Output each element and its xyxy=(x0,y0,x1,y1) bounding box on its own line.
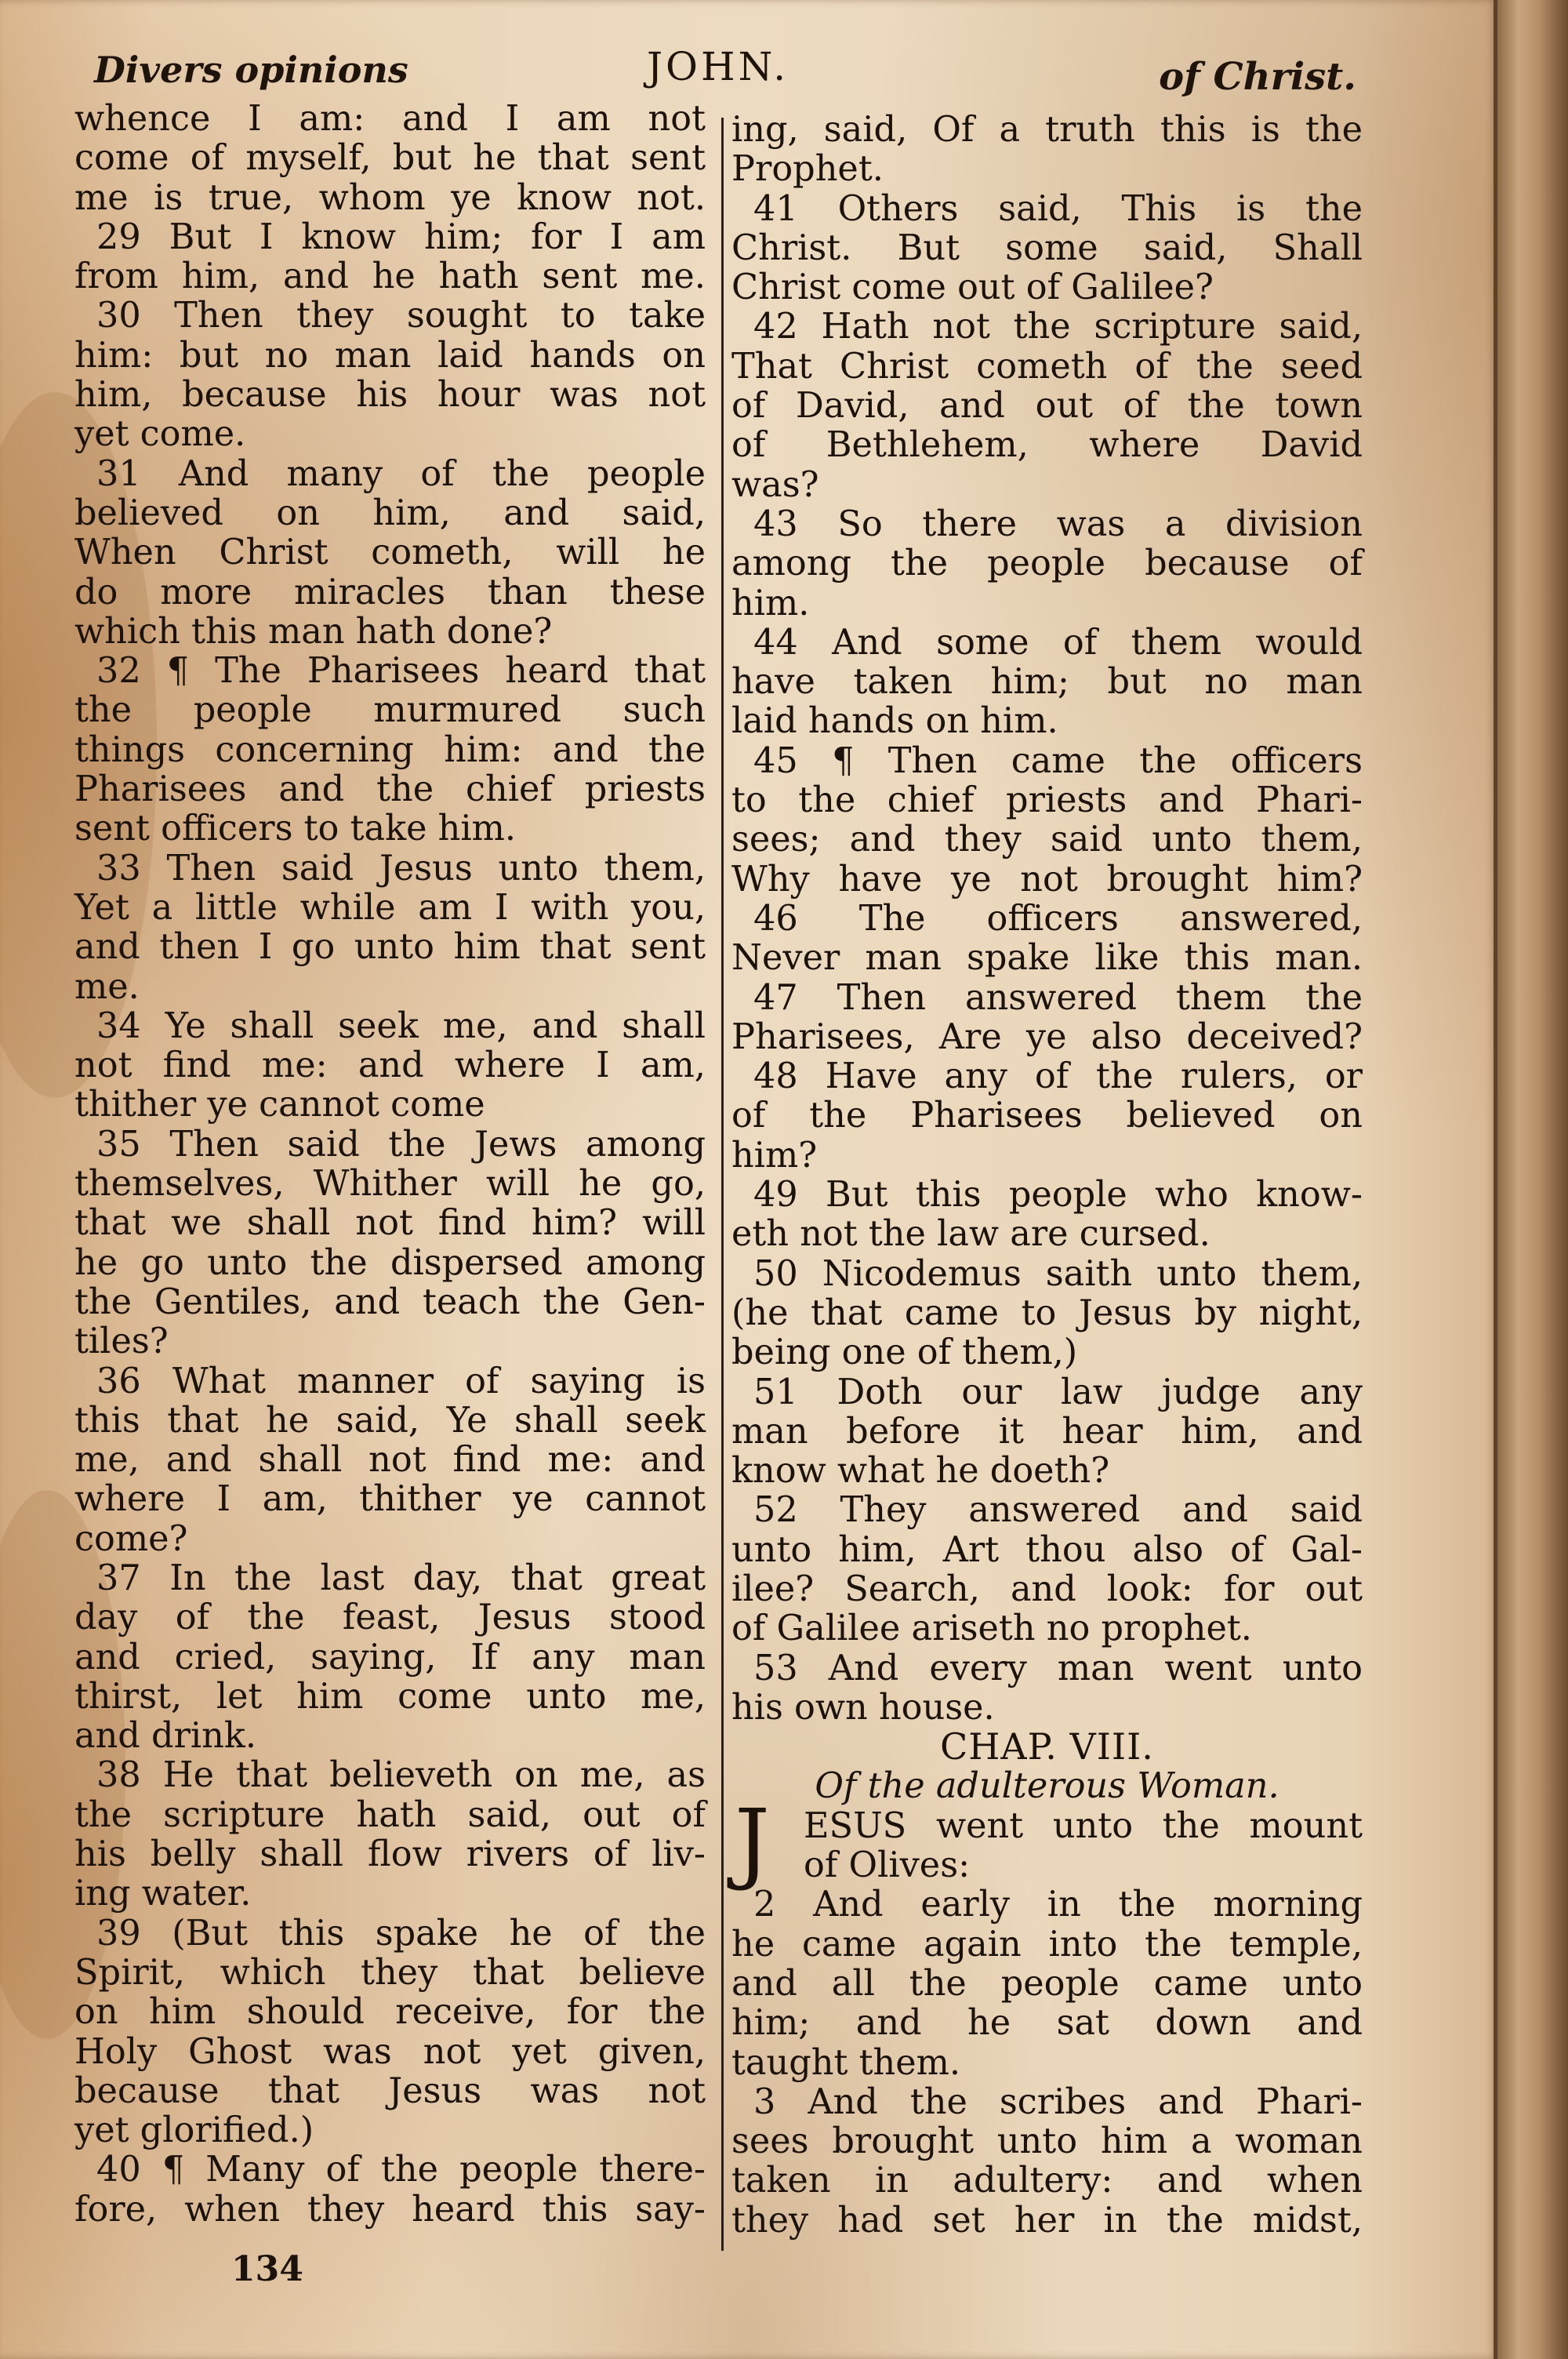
text-line: whence I am: and I am not xyxy=(74,98,706,139)
text-line: and drink. xyxy=(74,1715,257,1757)
text-line: of Galilee ariseth no prophet. xyxy=(731,1608,1252,1649)
text-line: which this man hath done? xyxy=(74,610,553,652)
text-line: of Bethlehem, where David xyxy=(731,424,1363,466)
text-line: the scripture hath said, out of xyxy=(74,1794,706,1835)
text-line: believed on him, and said, xyxy=(74,492,706,533)
text-line: man before it hear him, and xyxy=(731,1410,1363,1452)
text-line: laid hands on him. xyxy=(731,700,1058,742)
text-line: 47 Then answered them the xyxy=(753,976,1363,1018)
text-line: 43 So there was a division xyxy=(753,503,1363,544)
text-line: they had set her in the midst, xyxy=(731,2199,1363,2241)
text-line: Holy Ghost was not yet given, xyxy=(74,2030,706,2072)
text-line: ing, said, Of a truth this is the xyxy=(731,109,1363,150)
text-line: ing water. xyxy=(74,1873,252,1914)
text-line: know what he doeth? xyxy=(731,1450,1110,1492)
text-line: sees brought unto him a woman xyxy=(731,2121,1363,2162)
text-line: was? xyxy=(731,463,819,505)
text-line: 41 Others said, This is the xyxy=(753,187,1363,229)
text-line: taken in adultery: and when xyxy=(731,2160,1363,2201)
text-line: (he that came to Jesus by night, xyxy=(731,1292,1363,1333)
text-line: among the people because of xyxy=(731,543,1363,584)
header-book-name: JOHN. xyxy=(647,44,789,89)
text-line: on him should receive, for the xyxy=(74,1991,706,2033)
text-line: come? xyxy=(74,1518,188,1559)
text-line: this that he said, Ye shall seek xyxy=(74,1399,706,1441)
text-line: him. xyxy=(731,582,810,623)
text-line: 52 They answered and said xyxy=(753,1489,1363,1531)
text-line: me is true, whom ye know not. xyxy=(74,176,706,218)
header-left-title: Divers opinions xyxy=(94,49,408,91)
text-line: me, and shall not find me: and xyxy=(74,1439,706,1481)
text-line: and then I go unto him that sent xyxy=(74,926,706,968)
text-line: of Olives: xyxy=(804,1845,971,1886)
text-line: 34 Ye shall seek me, and shall xyxy=(96,1005,706,1046)
text-line: 44 And some of them would xyxy=(753,621,1363,663)
text-line: Yet a little while am I with you, xyxy=(74,886,706,928)
text-line: of the Pharisees believed on xyxy=(731,1095,1363,1136)
text-line: Never man spake like this man. xyxy=(731,937,1363,979)
text-line: come of myself, but he that sent xyxy=(74,137,706,179)
text-line: ESUS went unto the mount xyxy=(804,1805,1363,1846)
text-line: 51 Doth our law judge any xyxy=(753,1371,1363,1412)
text-line: of David, and out of the town xyxy=(731,385,1363,427)
text-line: being one of them,) xyxy=(731,1332,1078,1373)
text-line: fore, when they heard this say- xyxy=(74,2188,706,2230)
page-number: 134 xyxy=(231,2249,303,2289)
text-line: me. xyxy=(74,965,140,1007)
text-line: thirst, let him come unto me, xyxy=(74,1675,706,1717)
text-line: 33 Then said Jesus unto them, xyxy=(96,847,706,889)
text-line: because that Jesus was not xyxy=(74,2070,706,2111)
text-line: where I am, thither ye cannot xyxy=(74,1478,706,1520)
text-line: CHAP. VIII. xyxy=(940,1725,1154,1768)
text-line: the people murmured such xyxy=(74,689,706,731)
drop-cap-letter: J xyxy=(735,1790,770,1893)
text-line: ilee? Search, and look: for out xyxy=(731,1568,1363,1609)
text-line: 2 And early in the morning xyxy=(753,1884,1363,1925)
text-line: eth not the law are cursed. xyxy=(731,1213,1210,1255)
text-line: 31 And many of the people xyxy=(96,453,706,494)
text-line: sent officers to take him. xyxy=(74,808,517,849)
text-line: taught them. xyxy=(731,2041,961,2083)
text-line: day of the feast, Jesus stood xyxy=(74,1597,706,1638)
text-line: thither ye cannot come xyxy=(74,1084,485,1125)
text-line: 48 Have any of the rulers, or xyxy=(753,1056,1363,1097)
text-line: unto him, Art thou also of Gal- xyxy=(731,1528,1363,1570)
text-line: not find me: and where I am, xyxy=(74,1045,706,1086)
text-line: do more miracles than these xyxy=(74,571,706,612)
text-line: yet come. xyxy=(74,413,246,455)
text-line: and cried, saying, If any man xyxy=(74,1636,706,1677)
text-line: his belly shall flow rivers of liv- xyxy=(74,1834,706,1875)
text-line: tiles? xyxy=(74,1321,169,1362)
text-line: 46 The officers answered, xyxy=(753,897,1363,939)
text-line: Of the adulterous Woman. xyxy=(815,1765,1279,1807)
text-line: him; and he sat down and xyxy=(731,2002,1363,2044)
text-line: Christ come out of Galilee? xyxy=(731,267,1214,308)
text-line: yet glorified.) xyxy=(74,2110,314,2151)
text-line: him: but no man laid hands on xyxy=(74,334,706,376)
text-line: things concerning him: and the xyxy=(74,729,706,770)
text-line: 45 ¶ Then came the officers xyxy=(753,740,1363,781)
text-line: themselves, Whither will he go, xyxy=(74,1163,706,1205)
text-line: from him, and he hath sent me. xyxy=(74,256,706,297)
text-line: 40 ¶ Many of the people there- xyxy=(96,2149,706,2190)
text-line: him? xyxy=(731,1134,818,1176)
text-line: Prophet. xyxy=(731,148,884,190)
column-divider xyxy=(721,118,724,2251)
text-line: 29 But I know him; for I am xyxy=(96,216,706,257)
running-header xyxy=(94,41,1356,99)
text-line: That Christ cometh of the seed xyxy=(731,345,1363,387)
text-line: 38 He that believeth on me, as xyxy=(96,1754,706,1796)
left-text-column xyxy=(74,99,706,2229)
text-line: 32 ¶ The Pharisees heard that xyxy=(96,650,706,692)
text-line: 3 And the scribes and Phari- xyxy=(753,2081,1363,2122)
text-line: 42 Hath not the scripture said, xyxy=(753,306,1363,347)
text-line: him, because his hour was not xyxy=(74,374,706,416)
text-line: 35 Then said the Jews among xyxy=(96,1123,706,1165)
text-line: and all the people came unto xyxy=(731,1962,1363,2004)
text-line: 53 And every man went unto xyxy=(753,1647,1363,1688)
text-line: he came again into the temple, xyxy=(731,1923,1363,1965)
text-line: Pharisees, Are ye also deceived? xyxy=(731,1016,1363,1057)
text-line: 36 What manner of saying is xyxy=(96,1360,706,1401)
text-line: he go unto the dispersed among xyxy=(74,1241,706,1283)
text-line: 50 Nicodemus saith unto them, xyxy=(753,1252,1363,1294)
text-line: his own house. xyxy=(731,1686,995,1728)
text-line: Pharisees and the chief priests xyxy=(74,769,706,810)
text-line: Spirit, which they that believe xyxy=(74,1951,706,1993)
text-line: to the chief priests and Phari- xyxy=(731,780,1363,821)
text-line: the Gentiles, and teach the Gen- xyxy=(74,1281,706,1322)
text-line: When Christ cometh, will he xyxy=(74,532,706,573)
text-line: have taken him; but no man xyxy=(731,661,1363,703)
text-line: that we shall not find him? will xyxy=(74,1202,706,1244)
book-edge xyxy=(1497,0,1568,2359)
text-line: 49 But this people who know- xyxy=(753,1174,1363,1216)
right-text-column xyxy=(731,110,1363,2240)
text-line: 39 (But this spake he of the xyxy=(96,1912,706,1954)
text-line: 30 Then they sought to take xyxy=(96,295,706,336)
text-line: Why have ye not brought him? xyxy=(731,858,1363,900)
header-right-title: of Christ. xyxy=(1159,55,1356,99)
text-line: sees; and they said unto them, xyxy=(731,819,1363,860)
text-line: 37 In the last day, that great xyxy=(96,1557,706,1598)
text-line: Christ. But some said, Shall xyxy=(731,227,1363,268)
